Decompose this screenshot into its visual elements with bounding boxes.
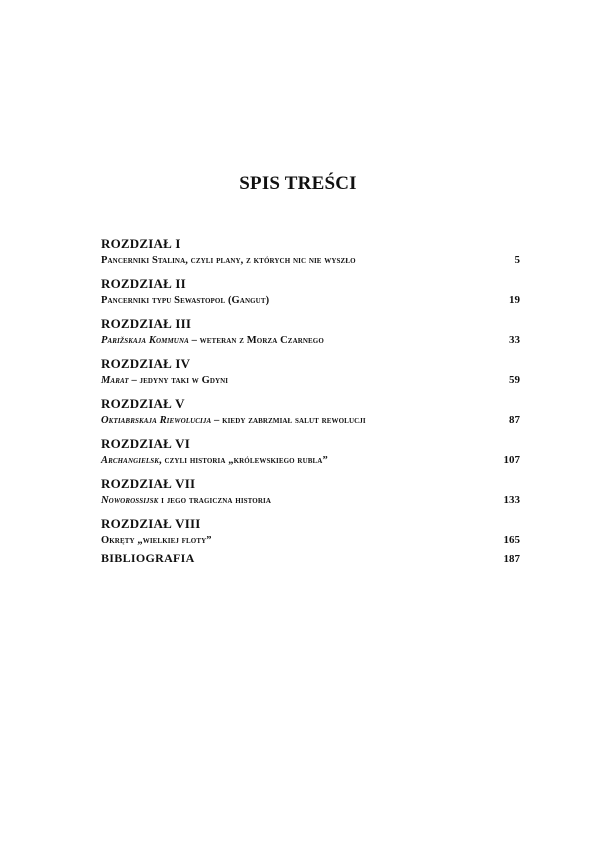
toc-row <box>101 493 520 507</box>
chapter-label: ROZDZIAŁ II <box>101 276 186 291</box>
subtitle-italic: Oktiabrskaja Riewolucija <box>101 415 212 426</box>
subtitle-text: – weteran z Morza Czarnego <box>188 335 324 346</box>
toc-entry-2 <box>101 276 520 316</box>
chapter-subtitle <box>101 534 212 548</box>
toc-entry-6 <box>101 436 520 476</box>
chapter-label: ROZDZIAŁ I <box>101 236 181 251</box>
subtitle-italic: Parižskaja Kommuna <box>101 335 189 346</box>
chapter-label: ROZDZIAŁ IV <box>101 356 191 371</box>
toc-entry-8 <box>101 516 520 556</box>
chapter-subtitle <box>101 414 366 428</box>
toc-entry-7 <box>101 476 520 516</box>
toc-row <box>101 293 520 307</box>
chapter-subtitle <box>101 294 269 308</box>
toc-entry-3 <box>101 316 520 356</box>
subtitle-text: i jego tragiczna historia <box>158 495 271 506</box>
chapter-subtitle <box>101 254 356 268</box>
toc-entry-1 <box>101 236 520 276</box>
chapter-label: ROZDZIAŁ VI <box>101 436 191 451</box>
page-number: 133 <box>503 494 520 506</box>
page-number: 59 <box>509 374 520 386</box>
subtitle-italic: Noworossijsk <box>101 495 159 506</box>
toc-entry-5 <box>101 396 520 436</box>
chapter-label: ROZDZIAŁ VII <box>101 476 196 491</box>
table-of-contents <box>101 236 520 566</box>
subtitle-text: Pancerniki Stalina, czyli plany, z których nic nie wyszło <box>101 255 356 266</box>
subtitle-text: Pancerniki typu Sewastopol (Gangut) <box>101 295 270 306</box>
page-number: 187 <box>503 553 520 565</box>
chapter-subtitle <box>101 334 324 348</box>
page-number: 87 <box>509 414 520 426</box>
toc-row <box>101 453 520 467</box>
toc-entry-4 <box>101 356 520 396</box>
subtitle-italic: Marat <box>101 375 129 386</box>
subtitle-text: , czyli historia „królewskiego rubla” <box>159 455 328 466</box>
page-title: SPIS TREŚCI <box>239 173 357 194</box>
chapter-subtitle <box>101 374 228 388</box>
chapter-subtitle <box>101 494 271 508</box>
chapter-label: ROZDZIAŁ III <box>101 316 192 331</box>
subtitle-italic: Archangielsk <box>101 455 159 466</box>
page-number: 107 <box>503 454 520 466</box>
subtitle-text: Okręty „wielkiej floty” <box>101 535 212 546</box>
chapter-label: ROZDZIAŁ V <box>101 396 185 411</box>
toc-row <box>101 253 520 267</box>
chapter-label: ROZDZIAŁ VIII <box>101 516 201 531</box>
toc-row <box>101 333 520 347</box>
page-number: 33 <box>509 334 520 346</box>
page-number: 5 <box>514 254 520 266</box>
subtitle-text: – kiedy zabrzmiał salut rewolucji <box>211 415 366 426</box>
toc-row <box>101 373 520 387</box>
bibliography-label: BIBLIOGRAFIA <box>101 551 195 565</box>
toc-row <box>101 533 520 547</box>
chapter-subtitle <box>101 454 328 468</box>
page-number: 165 <box>503 534 520 546</box>
page-number: 19 <box>509 294 520 306</box>
subtitle-text: – jedyny taki w Gdyni <box>128 375 229 386</box>
toc-row <box>101 413 520 427</box>
